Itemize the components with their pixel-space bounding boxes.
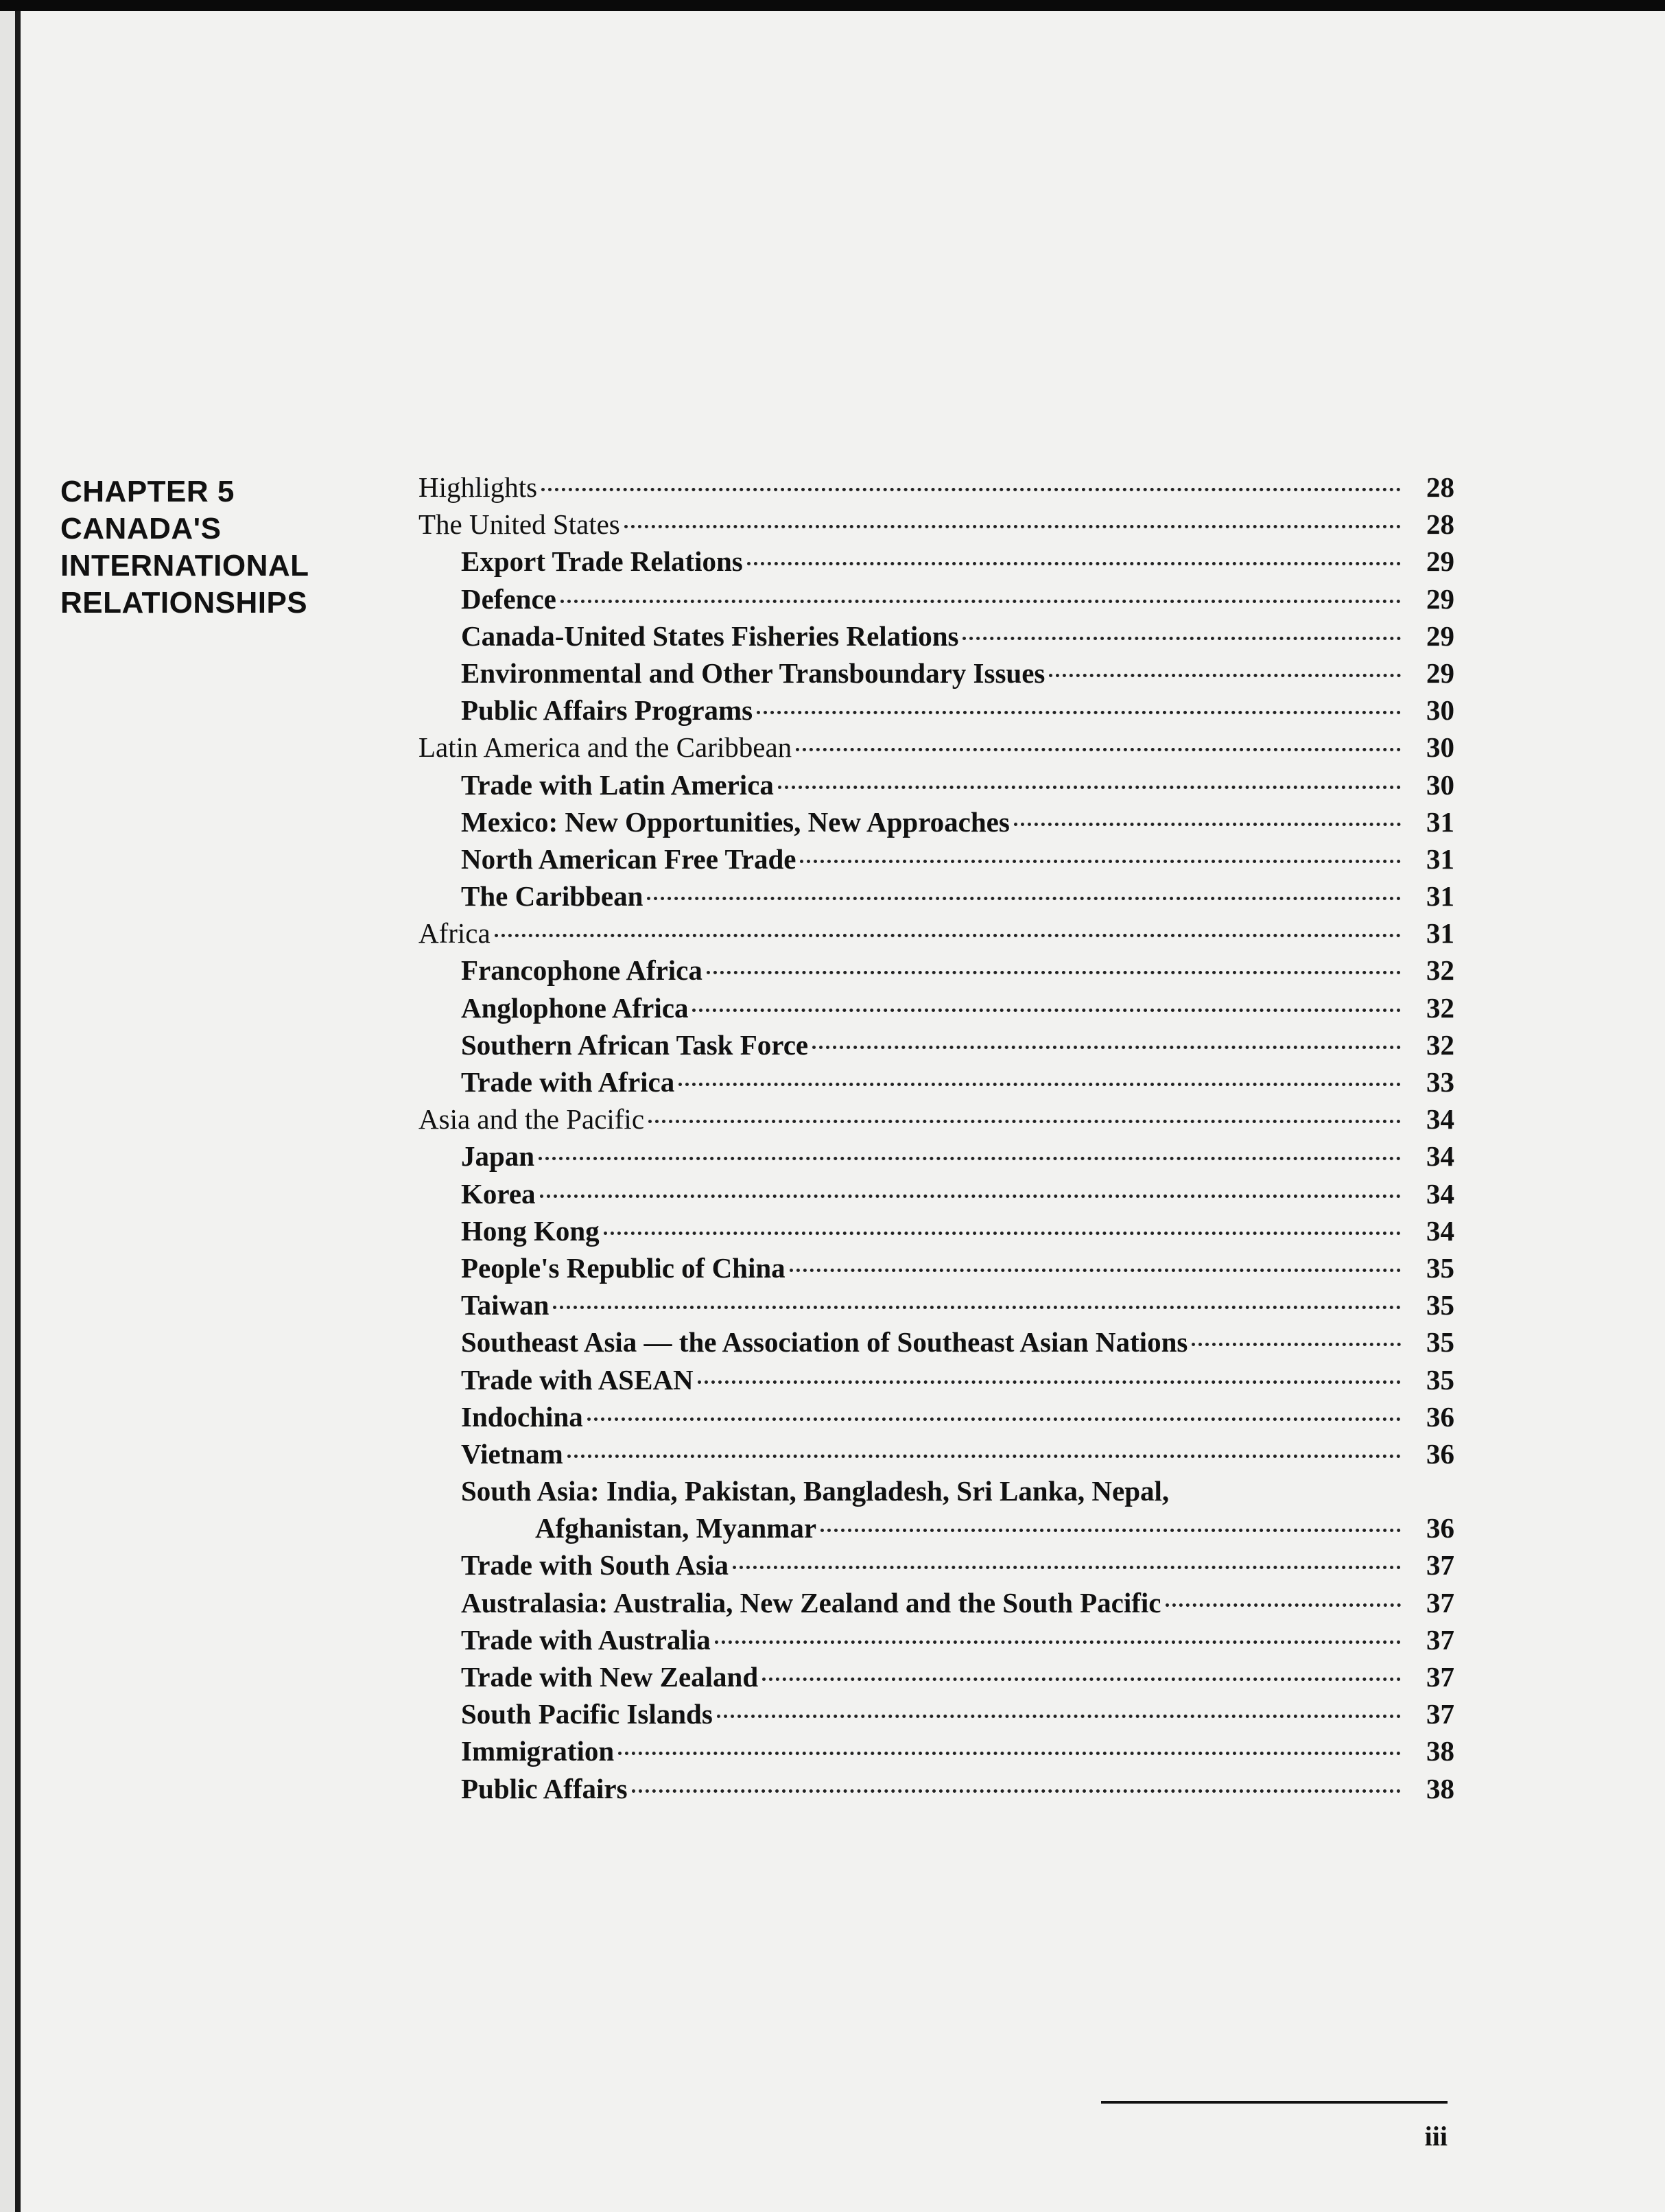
toc-page-number: 37 xyxy=(1426,1623,1454,1656)
toc-entry-title: Immigration xyxy=(461,1735,615,1767)
toc-entry[interactable] xyxy=(418,1658,1454,1695)
dot-leader xyxy=(539,1157,1401,1160)
toc-page-number: 36 xyxy=(1426,1512,1454,1544)
dot-leader xyxy=(717,1715,1401,1718)
dot-leader xyxy=(1014,823,1401,826)
toc-entry[interactable] xyxy=(418,655,1454,692)
scan-top-edge xyxy=(0,0,1665,11)
toc-entry[interactable] xyxy=(418,1286,1454,1323)
toc-entry-title: North American Free Trade xyxy=(461,843,796,875)
toc-page-number: 35 xyxy=(1426,1326,1454,1358)
dot-leader xyxy=(495,934,1401,937)
dot-leader xyxy=(587,1417,1401,1421)
toc-entry-title: Australasia: Australia, New Zealand and the South Pacific xyxy=(461,1586,1161,1619)
toc-entry[interactable] xyxy=(418,1546,1454,1584)
toc-page-number: 31 xyxy=(1426,805,1454,838)
dot-leader xyxy=(963,637,1401,640)
dot-leader xyxy=(820,1529,1401,1532)
dot-leader xyxy=(757,711,1401,714)
toc-entry-title: Taiwan xyxy=(461,1289,550,1321)
toc-entry-title: Southern African Task Force xyxy=(461,1028,809,1061)
toc-entry-title: Vietnam xyxy=(461,1437,563,1470)
toc-entry[interactable] xyxy=(418,729,1454,766)
toc-page-number: 30 xyxy=(1426,694,1454,727)
toc-entry-title: South Pacific Islands xyxy=(461,1698,713,1730)
dot-leader xyxy=(698,1380,1401,1384)
toc-page-number: 33 xyxy=(1426,1066,1454,1098)
toc-entry[interactable] xyxy=(418,1509,1454,1546)
toc-entry[interactable] xyxy=(418,1249,1454,1286)
dot-leader xyxy=(762,1678,1401,1681)
toc-entry-title: The United States xyxy=(418,508,620,541)
dot-leader xyxy=(733,1566,1401,1569)
toc-entry[interactable] xyxy=(418,766,1454,803)
toc-entry[interactable] xyxy=(418,1770,1454,1807)
toc-entry[interactable] xyxy=(418,878,1454,915)
toc-page-number: 31 xyxy=(1426,880,1454,913)
toc-page-number: 36 xyxy=(1426,1437,1454,1470)
chapter-title-line: CANADA'S xyxy=(60,512,222,545)
toc-entry[interactable] xyxy=(418,543,1454,580)
chapter-title-line: RELATIONSHIPS xyxy=(60,586,308,620)
toc-page-number: 30 xyxy=(1426,731,1454,764)
toc-entry-title: Canada-United States Fisheries Relations xyxy=(461,620,959,652)
dot-leader xyxy=(812,1046,1401,1049)
toc-page-number: 28 xyxy=(1426,471,1454,503)
toc-entry[interactable] xyxy=(418,580,1454,617)
toc-page-number: 34 xyxy=(1426,1103,1454,1136)
toc-entry[interactable] xyxy=(418,1584,1454,1621)
dot-leader xyxy=(796,748,1401,751)
toc-entry[interactable] xyxy=(418,1472,1454,1509)
toc-page-number: 31 xyxy=(1426,843,1454,875)
toc-entry-title: Highlights xyxy=(418,471,538,503)
toc-entry-title: Trade with New Zealand xyxy=(461,1661,759,1693)
toc-entry-title: Trade with ASEAN xyxy=(461,1363,694,1396)
dot-leader xyxy=(707,971,1401,974)
toc-entry-title: Trade with Australia xyxy=(461,1623,711,1656)
toc-entry-title: Latin America and the Caribbean xyxy=(418,731,792,764)
toc-entry-title: Anglophone Africa xyxy=(461,991,689,1024)
dot-leader xyxy=(678,1083,1401,1086)
toc-entry[interactable] xyxy=(418,1435,1454,1472)
chapter-heading xyxy=(60,473,369,622)
toc-page-number: 28 xyxy=(1426,508,1454,541)
toc-entry-title: Indochina xyxy=(461,1400,583,1433)
toc-entry-title: Defence xyxy=(461,583,556,615)
toc-entry[interactable] xyxy=(418,1695,1454,1732)
toc-page-number: 38 xyxy=(1426,1772,1454,1804)
toc-entry[interactable] xyxy=(418,989,1454,1026)
toc-entry[interactable] xyxy=(418,952,1454,989)
dot-leader xyxy=(790,1269,1401,1272)
toc-page-number: 29 xyxy=(1426,583,1454,615)
page-left-edge xyxy=(0,0,15,2212)
toc-entry[interactable] xyxy=(418,1026,1454,1063)
dot-leader xyxy=(1166,1603,1402,1607)
dot-leader xyxy=(540,1195,1401,1198)
toc-entry-title: Mexico: New Opportunities, New Approaches xyxy=(461,805,1010,838)
toc-page-number: 37 xyxy=(1426,1661,1454,1693)
toc-page-number: 31 xyxy=(1426,917,1454,950)
dot-leader xyxy=(541,488,1401,491)
toc-entry-title: Public Affairs xyxy=(461,1772,628,1804)
toc-entry-title: Asia and the Pacific xyxy=(418,1103,645,1136)
toc-entry-title: Hong Kong xyxy=(461,1214,600,1247)
toc-entry[interactable] xyxy=(418,506,1454,543)
toc-page-number: 30 xyxy=(1426,768,1454,801)
dot-leader xyxy=(618,1752,1401,1755)
toc-page-number: 34 xyxy=(1426,1140,1454,1173)
toc-page-number: 32 xyxy=(1426,991,1454,1024)
toc-entry[interactable] xyxy=(418,803,1454,840)
dot-leader xyxy=(1192,1343,1401,1346)
dot-leader xyxy=(604,1232,1401,1235)
toc-entry[interactable] xyxy=(418,1398,1454,1435)
toc-entry[interactable] xyxy=(418,1361,1454,1398)
toc-page-number: 35 xyxy=(1426,1363,1454,1396)
dot-leader xyxy=(648,1120,1401,1123)
toc-entry[interactable] xyxy=(418,1621,1454,1658)
toc-page-number: 36 xyxy=(1426,1400,1454,1433)
toc-entry[interactable] xyxy=(418,1063,1454,1101)
toc-entry-title: Public Affairs Programs xyxy=(461,694,753,727)
footer-rule xyxy=(1101,2101,1448,2104)
dot-leader xyxy=(567,1455,1401,1458)
toc-page-number: 38 xyxy=(1426,1735,1454,1767)
toc-entry-title: People's Republic of China xyxy=(461,1251,786,1284)
toc-page-number: 29 xyxy=(1426,657,1454,689)
toc-entry-title: Francophone Africa xyxy=(461,954,702,987)
toc-page-number: 34 xyxy=(1426,1177,1454,1210)
toc-page-number: 35 xyxy=(1426,1251,1454,1284)
toc-entry[interactable] xyxy=(418,1175,1454,1212)
toc-page-number: 29 xyxy=(1426,620,1454,652)
dot-leader xyxy=(747,562,1401,565)
toc-entry[interactable] xyxy=(418,469,1454,506)
dot-leader xyxy=(800,860,1401,863)
toc-entry[interactable] xyxy=(418,1323,1454,1361)
toc-entry[interactable] xyxy=(418,692,1454,729)
chapter-number: CHAPTER 5 xyxy=(60,475,235,508)
dot-leader xyxy=(715,1640,1401,1644)
dot-leader xyxy=(624,525,1401,528)
toc-page-number: 32 xyxy=(1426,954,1454,987)
toc-page-number: 34 xyxy=(1426,1214,1454,1247)
toc-entry[interactable] xyxy=(418,1212,1454,1249)
toc-entry-title: Afghanistan, Myanmar xyxy=(535,1512,817,1544)
toc-entry-title: Africa xyxy=(418,917,491,950)
toc-entry[interactable] xyxy=(418,1138,1454,1175)
toc-entry-title: Trade with Africa xyxy=(461,1066,675,1098)
toc-entry-title: The Caribbean xyxy=(461,880,643,913)
toc-page-number: 35 xyxy=(1426,1289,1454,1321)
toc-entry-title: Trade with South Asia xyxy=(461,1549,729,1581)
toc-entry[interactable] xyxy=(418,1732,1454,1769)
scan-binding-edge xyxy=(15,0,21,2212)
toc-page-number: 37 xyxy=(1426,1549,1454,1581)
toc-entry-title: Southeast Asia — the Association of Southeast Asian Nations xyxy=(461,1326,1188,1358)
toc-page-number: 37 xyxy=(1426,1698,1454,1730)
dot-leader xyxy=(560,600,1401,603)
dot-leader xyxy=(778,786,1401,789)
dot-leader xyxy=(632,1789,1401,1793)
toc-entry-title: South Asia: India, Pakistan, Bangladesh, Sri Lanka, Nepal, xyxy=(461,1475,1170,1507)
dot-leader xyxy=(692,1009,1401,1012)
page-folio: iii xyxy=(1424,2121,1448,2152)
toc-page-number: 32 xyxy=(1426,1028,1454,1061)
toc-page-number: 37 xyxy=(1426,1586,1454,1619)
table-of-contents xyxy=(418,469,1454,1807)
toc-entry[interactable] xyxy=(418,1101,1454,1138)
toc-entry[interactable] xyxy=(418,840,1454,878)
toc-entry-title: Trade with Latin America xyxy=(461,768,774,801)
chapter-title-line: INTERNATIONAL xyxy=(60,549,309,583)
dot-leader xyxy=(647,897,1401,900)
toc-entry[interactable] xyxy=(418,617,1454,655)
toc-entry-title: Japan xyxy=(461,1140,535,1173)
dot-leader xyxy=(1049,674,1401,677)
toc-entry-title: Environmental and Other Transboundary Issues xyxy=(461,657,1046,689)
toc-entry-title: Export Trade Relations xyxy=(461,545,743,578)
toc-entry[interactable] xyxy=(418,915,1454,952)
toc-page-number: 29 xyxy=(1426,545,1454,578)
toc-entry-title: Korea xyxy=(461,1177,536,1210)
dot-leader xyxy=(553,1306,1401,1309)
